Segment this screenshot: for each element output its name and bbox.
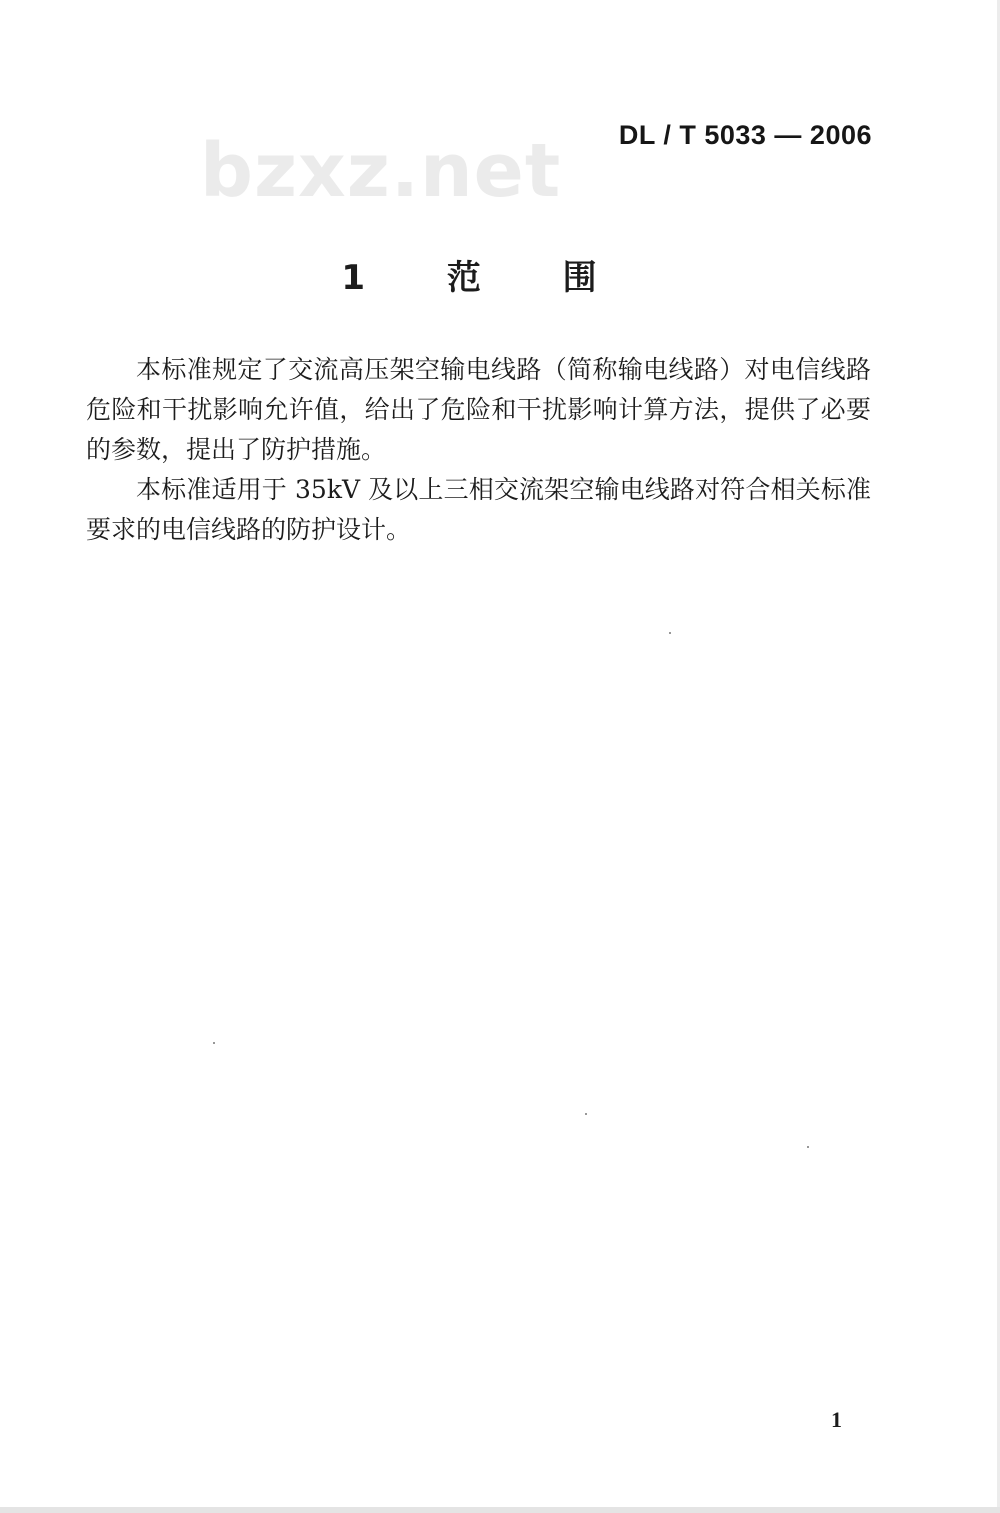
body-text <box>86 350 871 550</box>
scan-speck <box>669 632 671 634</box>
page-number: 1 <box>831 1407 842 1432</box>
paragraph-applicability: 本标准适用于 35kV 及以上三相交流架空输电线路对符合相关标准要求的电信线路的防护设计。 <box>86 475 871 544</box>
scan-speck <box>213 1042 215 1044</box>
section-title: 1 范 围 <box>341 258 619 298</box>
page-edge <box>0 1507 1000 1513</box>
paragraph-scope: 本标准规定了交流高压架空输电线路（简称输电线路）对电信线路危险和干扰影响允许值，给出了危险和干扰影响计算方法，提供了必要的参数，提出了防护措施。 <box>86 355 871 464</box>
scan-speck <box>585 1113 587 1115</box>
standard-number: DL / T 5033 — 2006 <box>618 120 872 150</box>
watermark: bzxz.net <box>200 128 562 214</box>
scan-speck <box>807 1146 809 1148</box>
